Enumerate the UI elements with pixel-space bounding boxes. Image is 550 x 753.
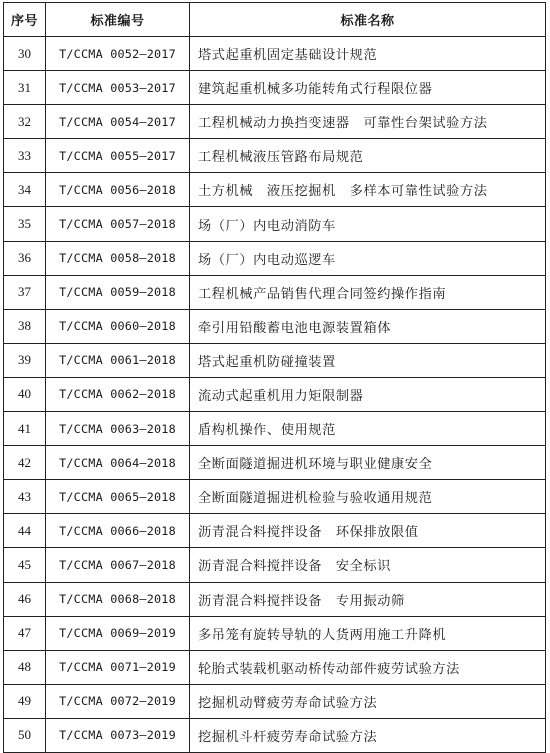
standard-code-cell: T/CCMA 0071—2019 bbox=[46, 650, 190, 684]
table-body bbox=[4, 37, 546, 753]
header-standard-code: 标准编号 bbox=[46, 3, 190, 37]
serial-number-cell: 45 bbox=[4, 548, 46, 582]
serial-number-cell: 47 bbox=[4, 616, 46, 650]
table-row bbox=[4, 616, 546, 650]
standards-table bbox=[3, 2, 546, 753]
serial-number-cell: 49 bbox=[4, 684, 46, 718]
header-serial-number: 序号 bbox=[4, 3, 46, 37]
standard-code-cell: T/CCMA 0063—2018 bbox=[46, 412, 190, 446]
table-row bbox=[4, 548, 546, 582]
serial-number-cell: 35 bbox=[4, 207, 46, 241]
serial-number-cell: 44 bbox=[4, 514, 46, 548]
table-row bbox=[4, 309, 546, 343]
table-row bbox=[4, 684, 546, 718]
serial-number-cell: 34 bbox=[4, 173, 46, 207]
standard-name-cell: 挖掘机斗杆疲劳寿命试验方法 bbox=[190, 718, 546, 752]
standard-name-cell: 挖掘机动臂疲劳寿命试验方法 bbox=[190, 684, 546, 718]
table-row bbox=[4, 343, 546, 377]
table-row bbox=[4, 412, 546, 446]
standard-name-cell: 塔式起重机固定基础设计规范 bbox=[190, 37, 546, 71]
table-row bbox=[4, 207, 546, 241]
standard-code-cell: T/CCMA 0059—2018 bbox=[46, 275, 190, 309]
standard-code-cell: T/CCMA 0072—2019 bbox=[46, 684, 190, 718]
standard-name-cell: 沥青混合料搅拌设备 专用振动筛 bbox=[190, 582, 546, 616]
table-row bbox=[4, 514, 546, 548]
standard-code-cell: T/CCMA 0068—2018 bbox=[46, 582, 190, 616]
standard-code-cell: T/CCMA 0065—2018 bbox=[46, 480, 190, 514]
standard-name-cell: 工程机械产品销售代理合同签约操作指南 bbox=[190, 275, 546, 309]
serial-number-cell: 43 bbox=[4, 480, 46, 514]
standard-name-cell: 流动式起重机用力矩限制器 bbox=[190, 377, 546, 411]
standard-name-cell: 全断面隧道掘进机环境与职业健康安全 bbox=[190, 446, 546, 480]
standard-code-cell: T/CCMA 0062—2018 bbox=[46, 377, 190, 411]
serial-number-cell: 40 bbox=[4, 377, 46, 411]
table-row bbox=[4, 718, 546, 752]
standard-name-cell: 沥青混合料搅拌设备 安全标识 bbox=[190, 548, 546, 582]
serial-number-cell: 46 bbox=[4, 582, 46, 616]
header-standard-name: 标准名称 bbox=[190, 3, 546, 37]
serial-number-cell: 41 bbox=[4, 412, 46, 446]
serial-number-cell: 30 bbox=[4, 37, 46, 71]
table-row bbox=[4, 650, 546, 684]
standard-name-cell: 牵引用铅酸蓄电池电源装置箱体 bbox=[190, 309, 546, 343]
standard-code-cell: T/CCMA 0064—2018 bbox=[46, 446, 190, 480]
standard-name-cell: 场（厂）内电动巡逻车 bbox=[190, 241, 546, 275]
serial-number-cell: 36 bbox=[4, 241, 46, 275]
standard-name-cell: 沥青混合料搅拌设备 环保排放限值 bbox=[190, 514, 546, 548]
standard-name-cell: 盾构机操作、使用规范 bbox=[190, 412, 546, 446]
standard-code-cell: T/CCMA 0055—2017 bbox=[46, 139, 190, 173]
standard-code-cell: T/CCMA 0057—2018 bbox=[46, 207, 190, 241]
serial-number-cell: 50 bbox=[4, 718, 46, 752]
standard-code-cell: T/CCMA 0069—2019 bbox=[46, 616, 190, 650]
standard-code-cell: T/CCMA 0061—2018 bbox=[46, 343, 190, 377]
serial-number-cell: 32 bbox=[4, 105, 46, 139]
standard-code-cell: T/CCMA 0073—2019 bbox=[46, 718, 190, 752]
standard-code-cell: T/CCMA 0052—2017 bbox=[46, 37, 190, 71]
standard-name-cell: 土方机械 液压挖掘机 多样本可靠性试验方法 bbox=[190, 173, 546, 207]
serial-number-cell: 39 bbox=[4, 343, 46, 377]
table-header-row bbox=[4, 3, 546, 37]
table-row bbox=[4, 139, 546, 173]
serial-number-cell: 31 bbox=[4, 71, 46, 105]
table-row bbox=[4, 377, 546, 411]
standards-table-page bbox=[3, 2, 545, 753]
serial-number-cell: 38 bbox=[4, 309, 46, 343]
serial-number-cell: 37 bbox=[4, 275, 46, 309]
standard-name-cell: 塔式起重机防碰撞装置 bbox=[190, 343, 546, 377]
standard-code-cell: T/CCMA 0056—2018 bbox=[46, 173, 190, 207]
standard-code-cell: T/CCMA 0053—2017 bbox=[46, 71, 190, 105]
table-row bbox=[4, 173, 546, 207]
standard-code-cell: T/CCMA 0054—2017 bbox=[46, 105, 190, 139]
table-row bbox=[4, 105, 546, 139]
standard-name-cell: 工程机械液压管路布局规范 bbox=[190, 139, 546, 173]
standard-name-cell: 多吊笼有旋转导轨的人货两用施工升降机 bbox=[190, 616, 546, 650]
standard-name-cell: 全断面隧道掘进机检验与验收通用规范 bbox=[190, 480, 546, 514]
serial-number-cell: 42 bbox=[4, 446, 46, 480]
table-row bbox=[4, 582, 546, 616]
standard-code-cell: T/CCMA 0066—2018 bbox=[46, 514, 190, 548]
table-row bbox=[4, 480, 546, 514]
table-row bbox=[4, 71, 546, 105]
serial-number-cell: 33 bbox=[4, 139, 46, 173]
standard-name-cell: 工程机械动力换挡变速器 可靠性台架试验方法 bbox=[190, 105, 546, 139]
standard-name-cell: 轮胎式装载机驱动桥传动部件疲劳试验方法 bbox=[190, 650, 546, 684]
table-row bbox=[4, 446, 546, 480]
standard-code-cell: T/CCMA 0067—2018 bbox=[46, 548, 190, 582]
serial-number-cell: 48 bbox=[4, 650, 46, 684]
table-row bbox=[4, 241, 546, 275]
standard-code-cell: T/CCMA 0058—2018 bbox=[46, 241, 190, 275]
table-row bbox=[4, 37, 546, 71]
standard-code-cell: T/CCMA 0060—2018 bbox=[46, 309, 190, 343]
standard-name-cell: 建筑起重机械多功能转角式行程限位器 bbox=[190, 71, 546, 105]
table-row bbox=[4, 275, 546, 309]
standard-name-cell: 场（厂）内电动消防车 bbox=[190, 207, 546, 241]
